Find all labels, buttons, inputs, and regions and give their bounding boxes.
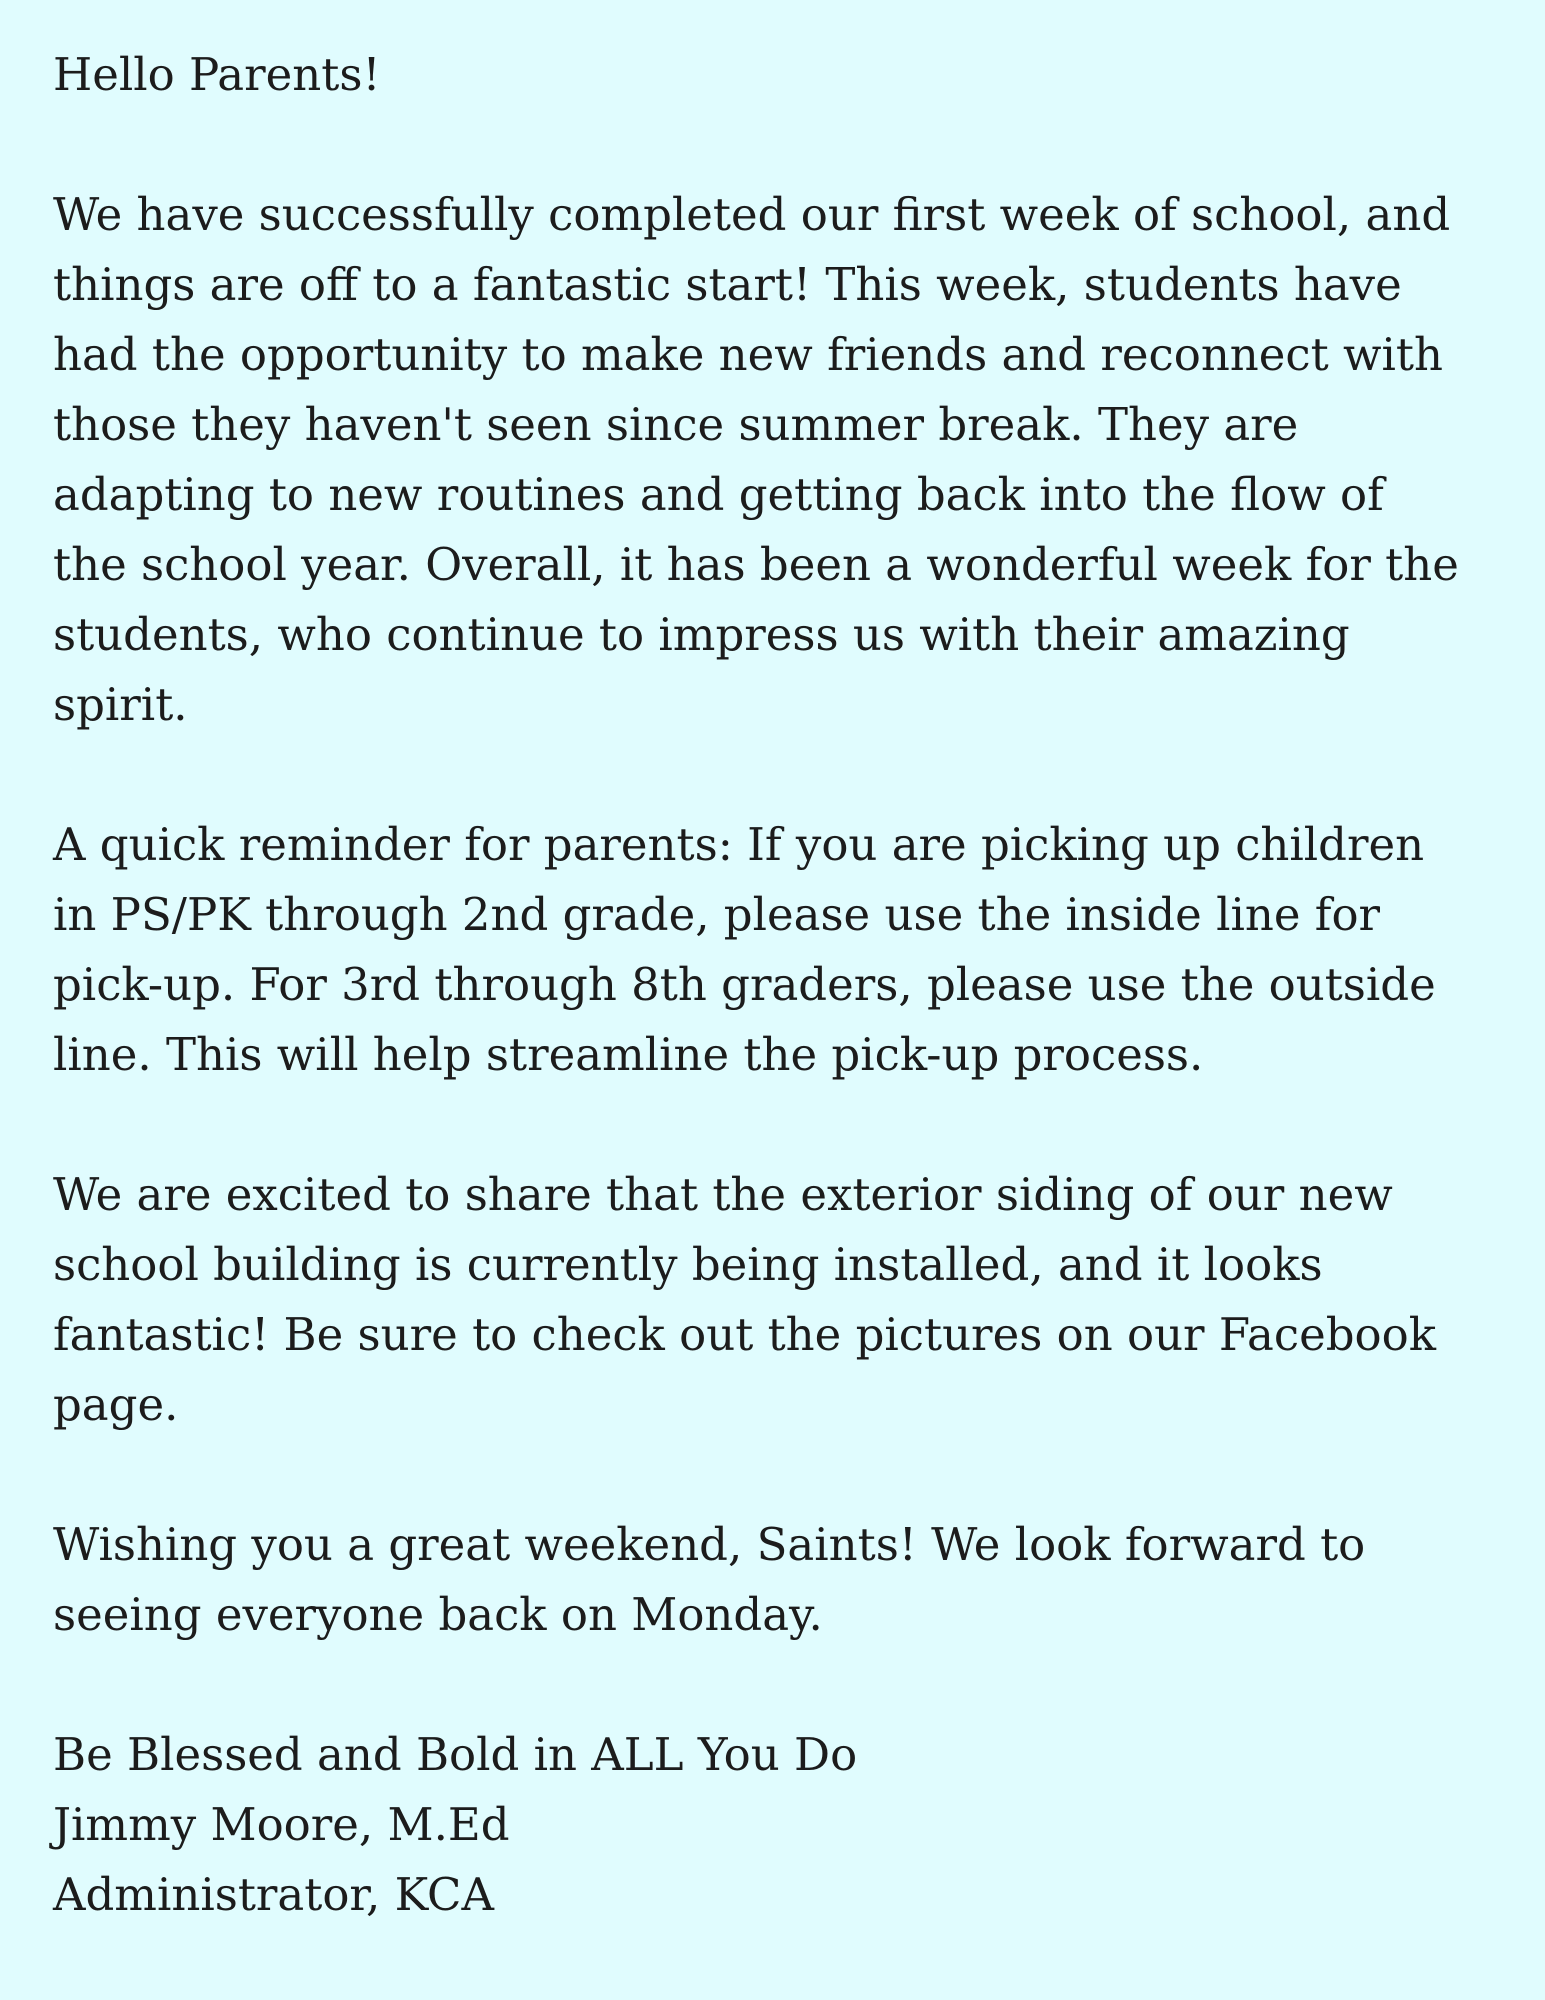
paragraph-line: Wishing you a great weekend, Saints! We look forward to	[53, 1518, 1366, 1571]
paragraph-pickup-reminder	[53, 810, 1523, 1090]
greeting	[53, 40, 1523, 110]
paragraph-line: adapting to new routines and getting back into the flow of	[53, 468, 1384, 521]
paragraph-line: those they haven't seen since summer break. They are	[53, 398, 1299, 451]
signature-motto: Be Blessed and Bold in ALL You Do	[53, 1728, 858, 1781]
paragraph-line: had the opportunity to make new friends and reconnect with	[53, 328, 1443, 381]
paragraph-weekend-wish	[53, 1510, 1523, 1650]
paragraph-line: school building is currently being installed, and it looks	[53, 1238, 1323, 1291]
greeting-line: Hello Parents!	[53, 48, 381, 101]
letter-body	[53, 40, 1523, 1930]
paragraph-line: page.	[53, 1378, 179, 1431]
paragraph-line: pick-up. For 3rd through 8th graders, please use the outside	[53, 958, 1436, 1011]
paragraph-line: line. This will help streamline the pick-up process.	[53, 1028, 1204, 1081]
paragraph-line: spirit.	[53, 678, 188, 731]
paragraph-line: We have successfully completed our first week of school, and	[53, 188, 1451, 241]
paragraph-line: A quick reminder for parents: If you are picking up children	[53, 818, 1425, 871]
paragraph-line: students, who continue to impress us with their amazing	[53, 608, 1350, 661]
paragraph-line: the school year. Overall, it has been a wonderful week for the	[53, 538, 1459, 591]
signature-name: Jimmy Moore, M.Ed	[53, 1798, 510, 1851]
paragraph-line: fantastic! Be sure to check out the pictures on our Facebook	[53, 1308, 1436, 1361]
paragraph-first-week	[53, 180, 1523, 740]
paragraph-line: in PS/PK through 2nd grade, please use the inside line for	[53, 888, 1381, 941]
paragraph-line: We are excited to share that the exterior siding of our new	[53, 1168, 1393, 1221]
signature-title: Administrator, KCA	[53, 1868, 494, 1921]
signature-block	[53, 1720, 1523, 1930]
paragraph-building-update	[53, 1160, 1523, 1440]
paragraph-line: seeing everyone back on Monday.	[53, 1588, 823, 1641]
paragraph-line: things are off to a fantastic start! This week, students have	[53, 258, 1402, 311]
